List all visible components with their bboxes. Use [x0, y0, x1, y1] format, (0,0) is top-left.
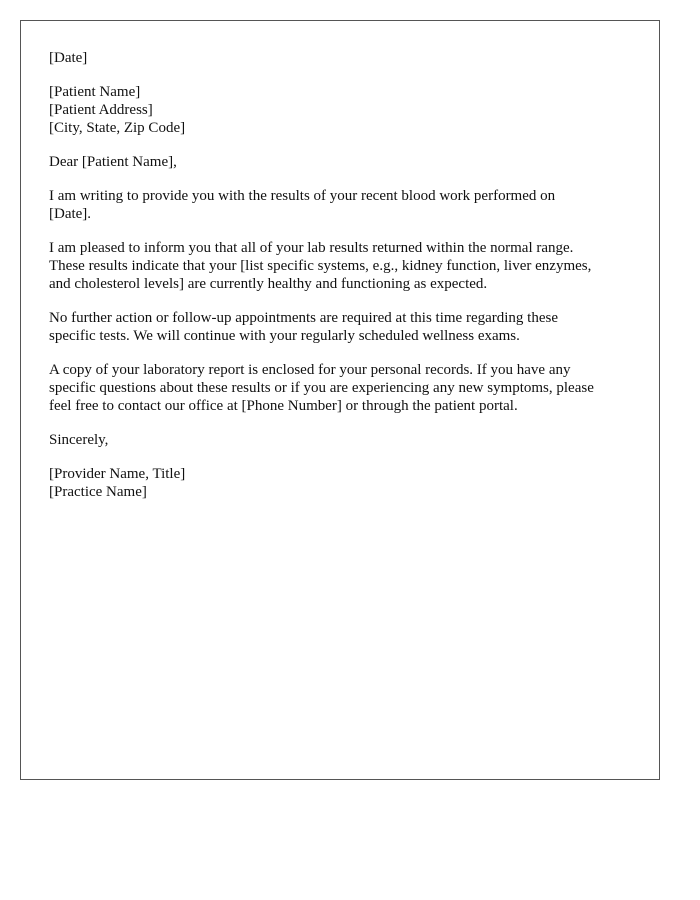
letter-body: [49, 49, 639, 517]
recipient-name: [Patient Name]: [49, 84, 141, 100]
paragraph-line: and cholesterol levels] are currently healthy and functioning as expected.: [49, 276, 488, 292]
paragraph-line: No further action or follow-up appointments are required at this time regarding these: [49, 310, 559, 326]
provider-name-title: [Provider Name, Title]: [49, 466, 186, 482]
paragraph-line: [Date].: [49, 206, 92, 222]
recipient-address-block: [49, 83, 639, 137]
paragraph-line: These results indicate that your [list specific systems, e.g., kidney function, liver enzymes,: [49, 258, 592, 274]
salutation-block: [49, 153, 639, 171]
salutation: Dear [Patient Name],: [49, 154, 177, 170]
paragraph-line: specific tests. We will continue with your regularly scheduled wellness exams.: [49, 328, 520, 344]
closing: Sincerely,: [49, 432, 109, 448]
paragraph-line: I am pleased to inform you that all of your lab results returned within the normal range.: [49, 240, 574, 256]
paragraph-contact: [49, 361, 639, 415]
closing-block: [49, 431, 639, 449]
letter-date-block: [49, 49, 639, 67]
signature-block: [49, 465, 639, 501]
practice-name: [Practice Name]: [49, 484, 147, 500]
recipient-city-state-zip: [City, State, Zip Code]: [49, 120, 186, 136]
paragraph-line: I am writing to provide you with the results of your recent blood work performed on: [49, 188, 556, 204]
letter-page: [20, 20, 660, 780]
paragraph-line: A copy of your laboratory report is enclosed for your personal records. If you have any: [49, 362, 571, 378]
recipient-address: [Patient Address]: [49, 102, 153, 118]
paragraph-results: [49, 239, 639, 293]
paragraph-line: specific questions about these results or if you are experiencing any new symptoms, please: [49, 380, 594, 396]
paragraph-follow-up: [49, 309, 639, 345]
paragraph-intro: [49, 187, 639, 223]
paragraph-line: feel free to contact our office at [Phone Number] or through the patient portal.: [49, 398, 518, 414]
letter-date: [Date]: [49, 50, 88, 66]
